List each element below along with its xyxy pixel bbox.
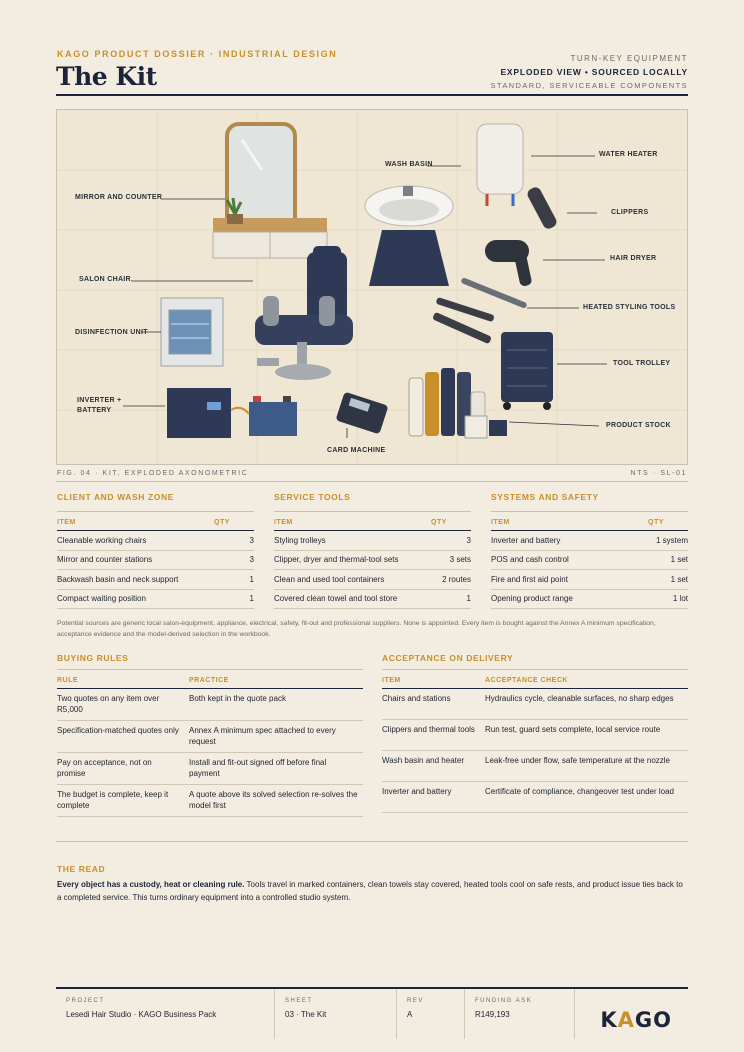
header-meta-line-3: STANDARD, SERVICEABLE COMPONENTS <box>490 81 688 90</box>
row-qty: 1 lot <box>672 594 688 604</box>
row-qty: 1 set <box>670 555 688 565</box>
table-row <box>491 531 688 551</box>
clippers-icon <box>525 185 558 230</box>
table-row <box>57 590 254 610</box>
callout-card-machine: CARD MACHINE <box>327 447 386 454</box>
callout-inverter-2: BATTERY <box>77 407 112 414</box>
row-rule: Pay on acceptance, not on promise <box>57 758 152 778</box>
callout-wash-basin: WASH BASIN <box>385 161 433 168</box>
col-check: ACCEPTANCE CHECK <box>485 677 568 684</box>
footer-sheet-label: SHEET <box>285 998 313 1004</box>
header-meta <box>491 54 688 90</box>
row-item: Clippers and thermal tools <box>382 725 475 734</box>
sourcing-note: Potential sources are generic local salon-equipment, appliance, electrical, safety, fit-out and professional suppliers. None is appointed. Every item is bought against the Annex A minimum specification, acceptance evidence and the model-derived selection in the workbook. <box>57 620 656 638</box>
footer-project <box>56 989 274 1039</box>
row-item: Inverter and battery <box>382 787 452 796</box>
footer-ask-value: R149,193 <box>475 1010 510 1019</box>
row-qty: 3 <box>466 535 471 545</box>
row-item: Wash basin and heater <box>382 756 464 765</box>
header-meta-line-2: EXPLODED VIEW • SOURCED LOCALLY <box>500 67 688 77</box>
footer-sheet <box>274 989 388 1039</box>
table-row <box>382 751 688 782</box>
table-heading: CLIENT AND WASH ZONE <box>57 492 174 502</box>
row-qty: 3 <box>249 535 254 545</box>
table-heading: SYSTEMS AND SAFETY <box>491 492 599 502</box>
product-stock-icon <box>409 368 507 438</box>
row-qty: 1 system <box>655 535 688 545</box>
table-row <box>274 551 471 571</box>
kago-logo: KAGO <box>600 1008 672 1032</box>
exploded-view-drawing <box>57 110 688 465</box>
row-item: POS and cash control <box>491 555 569 565</box>
table-header <box>57 677 363 689</box>
row-practice: Both kept in the quote pack <box>189 694 286 703</box>
col-item: ITEM <box>491 519 510 526</box>
footer-logo-cell <box>574 989 688 1039</box>
callout-disinfection: DISINFECTION UNIT <box>75 329 148 336</box>
col-qty: QTY <box>431 519 447 526</box>
col-rule: RULE <box>57 677 79 684</box>
figure-caption: FIG. 04 · KIT, EXPLODED AXONOMETRIC <box>57 470 249 477</box>
row-practice: A quote above its solved selection re-solves the model first <box>189 790 358 810</box>
table-header <box>382 677 688 689</box>
table-row <box>274 531 471 551</box>
table-header <box>57 511 254 531</box>
row-rule: Two quotes on any item over R5,000 <box>57 694 160 714</box>
col-item: ITEM <box>274 519 293 526</box>
row-practice: Annex A minimum spec attached to every request <box>189 726 336 746</box>
water-heater-icon <box>477 124 523 206</box>
col-practice: PRACTICE <box>189 677 229 684</box>
col-item: ITEM <box>382 677 401 684</box>
disinfection-unit-icon <box>161 298 223 366</box>
table-row <box>57 753 363 785</box>
hair-dryer-icon <box>485 240 532 287</box>
header-rule <box>56 94 688 96</box>
read-lead: Every object has a custody, heat or cleaning rule. <box>57 880 245 889</box>
row-practice: Install and fit-out signed off before final payment <box>189 758 327 778</box>
table-service-tools <box>274 492 471 609</box>
inverter-battery-icon <box>167 388 297 438</box>
callout-salon-chair: SALON CHAIR <box>79 276 131 283</box>
row-item: Backwash basin and neck support <box>57 574 179 584</box>
table-row <box>57 689 363 721</box>
table-systems-safety <box>491 492 688 609</box>
footer-rev-value: A <box>407 1010 413 1019</box>
footer-ask <box>464 989 574 1039</box>
figure-rule <box>56 481 688 482</box>
row-item: Clipper, dryer and thermal-tool sets <box>274 555 399 565</box>
kit-illustration <box>56 109 688 465</box>
table-acceptance <box>382 653 688 813</box>
dossier-kicker: KAGO PRODUCT DOSSIER · INDUSTRIAL DESIGN <box>57 49 338 59</box>
callout-mirror: MIRROR AND COUNTER <box>75 194 163 201</box>
title-block <box>56 987 688 1037</box>
table-heading: SERVICE TOOLS <box>274 492 351 502</box>
row-check: Leak-free under flow, safe temperature at the nozzle <box>485 756 670 765</box>
callout-water-heater: WATER HEATER <box>599 151 658 158</box>
row-item: Chairs and stations <box>382 694 451 703</box>
table-row <box>57 531 254 551</box>
row-qty: 3 sets <box>449 555 471 565</box>
row-item: Fire and first aid point <box>491 574 568 584</box>
footer-project-label: PROJECT <box>66 998 105 1004</box>
row-qty: 1 <box>249 574 254 584</box>
footer-project-value: Lesedi Hair Studio · KAGO Business Pack <box>66 1010 217 1019</box>
col-qty: QTY <box>648 519 664 526</box>
footer-ask-label: FUNDING ASK <box>475 998 533 1004</box>
callout-hair-dryer: HAIR DRYER <box>610 255 657 262</box>
callout-inverter-1: INVERTER + <box>77 397 122 404</box>
row-item: Mirror and counter stations <box>57 555 153 565</box>
callout-product-stock: PRODUCT STOCK <box>606 422 671 429</box>
table-client-wash <box>57 492 254 609</box>
page-title: The Kit <box>56 62 157 91</box>
table-row <box>382 689 688 720</box>
row-check: Hydraulics cycle, cleanable surfaces, no sharp edges <box>485 694 674 703</box>
table-header <box>274 511 471 531</box>
row-item: Opening product range <box>491 594 573 604</box>
row-item: Clean and used tool containers <box>274 574 385 584</box>
read-paragraph <box>57 879 687 904</box>
table-row <box>57 551 254 571</box>
wash-basin-icon <box>365 186 453 286</box>
callout-styling-tools: HEATED STYLING TOOLS <box>583 304 676 311</box>
table-row <box>491 590 688 610</box>
row-rule: The budget is complete, keep it complete <box>57 790 169 810</box>
table-row <box>382 782 688 813</box>
table-row <box>382 720 688 751</box>
footer-rev <box>396 989 464 1039</box>
table-row <box>57 721 363 753</box>
salon-chair-icon <box>255 246 353 380</box>
mirror-counter-icon <box>213 124 327 258</box>
row-item: Covered clean towel and tool store <box>274 594 398 604</box>
row-qty: 3 <box>249 555 254 565</box>
table-row <box>274 570 471 590</box>
footer-sheet-value: 03 · The Kit <box>285 1010 327 1019</box>
col-qty: QTY <box>214 519 230 526</box>
table-header <box>491 511 688 531</box>
figure-reference: NTS · SL-01 <box>630 470 687 477</box>
tool-trolley-icon <box>501 332 553 410</box>
row-qty: 2 routes <box>442 574 471 584</box>
row-rule: Specification-matched quotes only <box>57 726 179 735</box>
row-item: Inverter and battery <box>491 535 561 545</box>
row-item: Cleanable working chairs <box>57 535 147 545</box>
callout-clippers: CLIPPERS <box>611 209 649 216</box>
read-rule <box>56 841 688 842</box>
col-item: ITEM <box>57 519 76 526</box>
row-check: Run test, guard sets complete, local service route <box>485 725 661 734</box>
row-item: Styling trolleys <box>274 535 326 545</box>
table-row <box>491 551 688 571</box>
header-meta-line-1: TURN-KEY EQUIPMENT <box>570 54 688 63</box>
row-qty: 1 <box>249 594 254 604</box>
row-qty: 1 set <box>670 574 688 584</box>
footer-rev-label: REV <box>407 998 424 1004</box>
card-machine-icon <box>335 392 388 435</box>
table-row <box>57 785 363 817</box>
row-check: Certificate of compliance, changeover test under load <box>485 787 674 796</box>
table-heading: BUYING RULES <box>57 653 363 670</box>
callout-tool-trolley: TOOL TROLLEY <box>613 360 671 367</box>
read-heading: THE READ <box>57 864 106 874</box>
table-row <box>274 590 471 610</box>
row-qty: 1 <box>466 594 471 604</box>
table-heading: ACCEPTANCE ON DELIVERY <box>382 653 688 670</box>
row-item: Compact waiting position <box>57 594 146 604</box>
table-buying-rules <box>57 653 363 817</box>
table-row <box>57 570 254 590</box>
table-row <box>491 570 688 590</box>
read-body: Tools travel in marked containers, clean towels stay covered, heated tools cool on safe rests, and product issue ties back to a completed service. This turns ordinary equipment into a controlled studio system. <box>57 880 683 902</box>
